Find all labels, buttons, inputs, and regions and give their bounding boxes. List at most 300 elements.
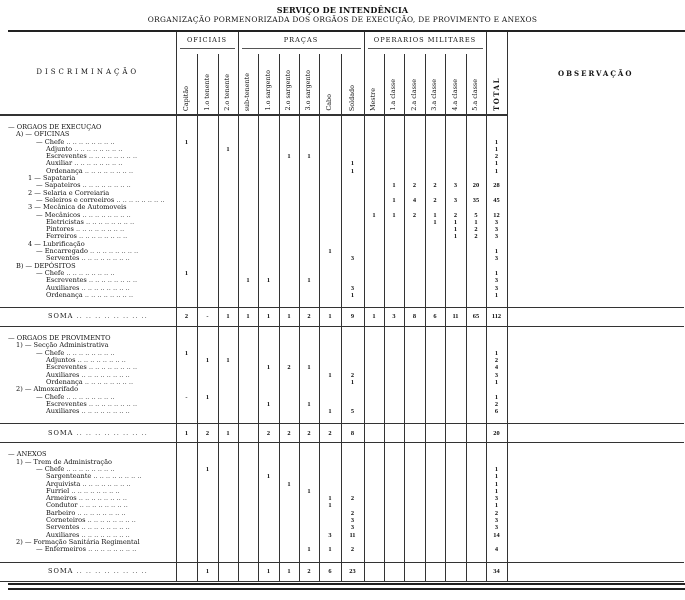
observacao-cell (507, 394, 684, 401)
value-cell (319, 451, 341, 458)
value-cell (279, 292, 299, 299)
value-cell (425, 160, 445, 167)
bottom-rule (8, 583, 685, 585)
value-cell (341, 270, 364, 277)
value-cell (238, 532, 258, 539)
value-cell (238, 168, 258, 175)
value-cell: 1 (319, 372, 341, 379)
value-cell (425, 481, 445, 488)
value-cell (176, 175, 197, 182)
value-cell (258, 488, 279, 495)
value-cell: 1 (197, 357, 218, 364)
value-cell (384, 139, 404, 146)
value-cell (341, 175, 364, 182)
value-cell (466, 394, 486, 401)
value-cell (238, 219, 258, 226)
value-cell (466, 532, 486, 539)
value-cell (425, 342, 445, 349)
value-cell (341, 248, 364, 255)
column-total (486, 32, 507, 115)
value-cell: 1 (425, 212, 445, 219)
total-cell: 1 (486, 160, 507, 167)
value-cell (341, 263, 364, 270)
row-label: Armeiros (46, 494, 77, 503)
value-cell: 1 (425, 219, 445, 226)
value-cell (176, 204, 197, 211)
total-cell: 1 (486, 502, 507, 509)
value-cell (341, 466, 364, 473)
value-cell (466, 372, 486, 379)
value-cell (299, 335, 319, 342)
total-cell: 20 (486, 424, 507, 443)
value-cell (404, 510, 425, 517)
value-cell (466, 139, 486, 146)
value-cell (279, 212, 299, 219)
value-cell: 1 (299, 364, 319, 371)
value-cell (364, 190, 384, 197)
value-cell (466, 146, 486, 153)
observacao-cell (507, 277, 684, 284)
leader-dots: .. .. .. .. .. .. .. .. (80, 479, 131, 488)
value-cell: 2 (341, 372, 364, 379)
value-cell (299, 459, 319, 466)
value-cell (176, 459, 197, 466)
row-label: — Enfermeiros (36, 545, 87, 554)
value-cell (319, 386, 341, 393)
value-cell: 1 (319, 408, 341, 415)
value-cell (466, 350, 486, 357)
value-cell (319, 379, 341, 386)
value-cell (384, 285, 404, 292)
value-cell (466, 153, 486, 160)
total-cell: 1 (486, 394, 507, 401)
value-cell (404, 204, 425, 211)
leader-dots: .. .. .. .. .. .. .. .. (75, 356, 126, 365)
total-cell (486, 342, 507, 349)
value-cell (404, 394, 425, 401)
value-cell (384, 401, 404, 408)
value-cell (364, 408, 384, 415)
value-cell (384, 424, 404, 443)
value-cell (197, 160, 218, 167)
value-cell (425, 364, 445, 371)
value-cell (341, 146, 364, 153)
spacer-row (0, 443, 684, 452)
value-cell (466, 466, 486, 473)
value-cell: 1 (445, 219, 466, 226)
row-label: — Chefe (36, 392, 65, 401)
value-cell (341, 488, 364, 495)
value-cell (466, 408, 486, 415)
observacao-cell (507, 308, 684, 327)
value-cell: 1 (279, 481, 299, 488)
value-cell (466, 335, 486, 342)
value-cell (238, 502, 258, 509)
total-cell (486, 451, 507, 458)
total-cell: 1 (486, 292, 507, 299)
value-cell (176, 517, 197, 524)
row-label: A) — OFICINAS (16, 130, 70, 139)
value-cell (364, 241, 384, 248)
observacao-cell (507, 248, 684, 255)
value-cell (279, 131, 299, 138)
value-cell (364, 219, 384, 226)
value-cell: 6 (425, 308, 445, 327)
value-cell (279, 401, 299, 408)
value-cell (279, 408, 299, 415)
total-cell: 1 (486, 350, 507, 357)
value-cell (218, 160, 238, 167)
value-cell (404, 139, 425, 146)
value-cell (425, 285, 445, 292)
total-cell: 1 (486, 481, 507, 488)
value-cell (218, 562, 238, 581)
value-cell (299, 124, 319, 131)
row-label: Ordenança (46, 377, 83, 386)
value-cell (466, 124, 486, 131)
value-cell: - (176, 394, 197, 401)
value-cell (258, 168, 279, 175)
value-cell (364, 124, 384, 131)
value-cell (364, 510, 384, 517)
value-cell (384, 277, 404, 284)
value-cell (319, 233, 341, 240)
value-cell (238, 539, 258, 546)
value-cell (466, 481, 486, 488)
value-cell (384, 372, 404, 379)
total-cell: 28 (486, 182, 507, 189)
value-cell: 23 (341, 562, 364, 581)
value-cell: 1 (299, 277, 319, 284)
value-cell (176, 539, 197, 546)
value-cell (466, 546, 486, 553)
value-cell (299, 219, 319, 226)
row-label-cell (0, 292, 176, 299)
observacao-cell (507, 270, 684, 277)
row-label: B) — DEPÓSITOS (16, 261, 76, 270)
value-cell: 1 (238, 308, 258, 327)
value-cell (238, 473, 258, 480)
value-cell (238, 335, 258, 342)
value-cell (341, 539, 364, 546)
value-cell: 1 (466, 219, 486, 226)
column-header (445, 54, 466, 115)
value-cell (258, 204, 279, 211)
value-cell (218, 255, 238, 262)
value-cell (258, 285, 279, 292)
value-cell (197, 175, 218, 182)
leader-dots: .. .. .. .. .. .. .. .. (79, 370, 130, 379)
value-cell (176, 285, 197, 292)
value-cell (218, 539, 238, 546)
value-cell (299, 524, 319, 531)
value-cell (299, 255, 319, 262)
value-cell (258, 248, 279, 255)
value-cell (258, 495, 279, 502)
value-cell (364, 502, 384, 509)
observacao-cell (507, 357, 684, 364)
value-cell (197, 146, 218, 153)
row-label-cell (0, 562, 176, 581)
total-cell: 1 (486, 248, 507, 255)
value-cell (218, 175, 238, 182)
value-cell (176, 562, 197, 581)
value-cell: 1 (299, 153, 319, 160)
value-cell: 2 (319, 424, 341, 443)
value-cell (176, 488, 197, 495)
total-cell: 3 (486, 372, 507, 379)
value-cell (404, 539, 425, 546)
value-cell (445, 124, 466, 131)
value-cell (279, 502, 299, 509)
total-cell (486, 124, 507, 131)
observacao-cell (507, 451, 684, 458)
value-cell (299, 408, 319, 415)
value-cell (218, 335, 238, 342)
row-label: Eletricistas (46, 217, 84, 226)
value-cell (341, 481, 364, 488)
value-cell (364, 182, 384, 189)
value-cell (364, 532, 384, 539)
value-cell (258, 481, 279, 488)
value-cell (258, 532, 279, 539)
value-cell (238, 241, 258, 248)
value-cell (404, 226, 425, 233)
observacao-cell (507, 502, 684, 509)
value-cell (341, 182, 364, 189)
value-cell (279, 219, 299, 226)
value-cell (466, 248, 486, 255)
value-cell (319, 131, 341, 138)
value-cell (384, 270, 404, 277)
observacao-cell (507, 226, 684, 233)
value-cell (466, 168, 486, 175)
value-cell (176, 372, 197, 379)
value-cell (445, 379, 466, 386)
value-cell (364, 131, 384, 138)
value-cell (197, 379, 218, 386)
total-cell: 2 (486, 510, 507, 517)
value-cell: 1 (258, 401, 279, 408)
value-cell (176, 241, 197, 248)
observacao-cell (507, 204, 684, 211)
value-cell (197, 364, 218, 371)
column-header (218, 54, 238, 115)
total-cell: 1 (486, 139, 507, 146)
value-cell (176, 197, 197, 204)
value-cell (319, 285, 341, 292)
value-cell (341, 473, 364, 480)
value-cell (299, 532, 319, 539)
observacao-cell (507, 524, 684, 531)
value-cell (238, 424, 258, 443)
value-cell: 11 (445, 308, 466, 327)
value-cell: 2 (425, 197, 445, 204)
value-cell (445, 386, 466, 393)
value-cell (384, 168, 404, 175)
discriminacao-header: DISCRIMINAÇÃO (0, 32, 176, 115)
value-cell (279, 357, 299, 364)
total-cell: 3 (486, 226, 507, 233)
leader-dots: .. .. .. .. .. .. .. .. (79, 254, 130, 263)
value-cell (176, 502, 197, 509)
row-label: 2 — Selaria e Correiaria (28, 188, 110, 197)
value-cell: 3 (341, 285, 364, 292)
organization-table (0, 32, 684, 582)
value-cell (319, 473, 341, 480)
value-cell: 1 (445, 233, 466, 240)
value-cell (341, 357, 364, 364)
value-cell (176, 255, 197, 262)
value-cell (425, 190, 445, 197)
value-cell (384, 539, 404, 546)
value-cell (384, 502, 404, 509)
value-cell (238, 342, 258, 349)
total-cell: 1 (486, 270, 507, 277)
value-cell: 1 (319, 495, 341, 502)
leader-dots: .. .. .. .. .. .. .. .. (79, 283, 130, 292)
value-cell (384, 466, 404, 473)
total-cell: 12 (486, 212, 507, 219)
value-cell (218, 124, 238, 131)
value-cell (299, 517, 319, 524)
value-cell (176, 408, 197, 415)
leader-dots: .. .. .. .. .. .. .. .. (82, 166, 134, 175)
value-cell (299, 379, 319, 386)
value-cell (341, 386, 364, 393)
value-cell (197, 372, 218, 379)
value-cell: 3 (319, 532, 341, 539)
value-cell (238, 175, 258, 182)
value-cell (258, 546, 279, 553)
value-cell (425, 488, 445, 495)
value-cell (176, 379, 197, 386)
total-cell: 3 (486, 233, 507, 240)
leader-dots: .. .. .. .. .. .. .. .. (75, 508, 126, 517)
value-cell (445, 401, 466, 408)
value-cell (197, 168, 218, 175)
leader-dots: .. .. .. .. .. .. .. .. (87, 247, 139, 256)
row-label: Pintores (46, 225, 74, 234)
value-cell (384, 175, 404, 182)
value-cell (319, 182, 341, 189)
value-cell (319, 197, 341, 204)
row-label-cell (0, 233, 176, 240)
value-cell: 2 (197, 424, 218, 443)
value-cell: 1 (176, 270, 197, 277)
value-cell (279, 182, 299, 189)
value-cell (279, 394, 299, 401)
value-cell (218, 524, 238, 531)
value-cell (238, 153, 258, 160)
value-cell (404, 451, 425, 458)
value-cell (404, 459, 425, 466)
value-cell (258, 335, 279, 342)
value-cell: 1 (176, 424, 197, 443)
value-cell (258, 226, 279, 233)
group-operarios (364, 32, 486, 54)
value-cell (279, 277, 299, 284)
value-cell (197, 546, 218, 553)
column-header (279, 54, 299, 115)
value-cell (258, 182, 279, 189)
row-label: — Chefe (36, 464, 65, 473)
value-cell (445, 539, 466, 546)
value-cell (364, 401, 384, 408)
value-cell (176, 292, 197, 299)
value-cell (258, 131, 279, 138)
value-cell (218, 394, 238, 401)
value-cell (425, 139, 445, 146)
value-cell (404, 424, 425, 443)
observacao-cell (507, 168, 684, 175)
value-cell (218, 510, 238, 517)
total-cell (486, 539, 507, 546)
value-cell (299, 197, 319, 204)
total-cell (486, 131, 507, 138)
value-cell (218, 190, 238, 197)
value-cell (341, 219, 364, 226)
value-cell (364, 546, 384, 553)
value-cell (445, 394, 466, 401)
value-cell (218, 182, 238, 189)
value-cell (197, 386, 218, 393)
value-cell (466, 562, 486, 581)
column-header-label: 3.o sargento (304, 70, 313, 111)
value-cell (279, 146, 299, 153)
total-cell: 1 (486, 379, 507, 386)
document-title: SERVIÇO DE INTENDÊNCIA (276, 5, 409, 15)
value-cell (299, 510, 319, 517)
value-cell (466, 424, 486, 443)
value-cell (404, 408, 425, 415)
observacao-cell (507, 190, 684, 197)
value-cell (404, 175, 425, 182)
value-cell (279, 263, 299, 270)
value-cell (279, 197, 299, 204)
value-cell (445, 153, 466, 160)
value-cell (425, 357, 445, 364)
total-cell (486, 204, 507, 211)
value-cell (364, 394, 384, 401)
value-cell (176, 219, 197, 226)
row-label: Condutor (46, 501, 78, 510)
value-cell (258, 510, 279, 517)
value-cell (238, 546, 258, 553)
value-cell (279, 139, 299, 146)
leader-dots: .. .. .. .. .. .. .. .. (86, 545, 137, 554)
value-cell: 35 (466, 197, 486, 204)
value-cell (425, 451, 445, 458)
value-cell (197, 212, 218, 219)
value-cell (404, 364, 425, 371)
value-cell (299, 204, 319, 211)
value-cell (425, 379, 445, 386)
value-cell (218, 131, 238, 138)
value-cell (279, 190, 299, 197)
value-cell (176, 182, 197, 189)
value-cell (404, 488, 425, 495)
value-cell (404, 386, 425, 393)
value-cell (445, 335, 466, 342)
value-cell (384, 263, 404, 270)
value-cell (445, 285, 466, 292)
observacao-cell (507, 539, 684, 546)
value-cell (404, 401, 425, 408)
value-cell (176, 466, 197, 473)
value-cell (197, 190, 218, 197)
value-cell (319, 146, 341, 153)
